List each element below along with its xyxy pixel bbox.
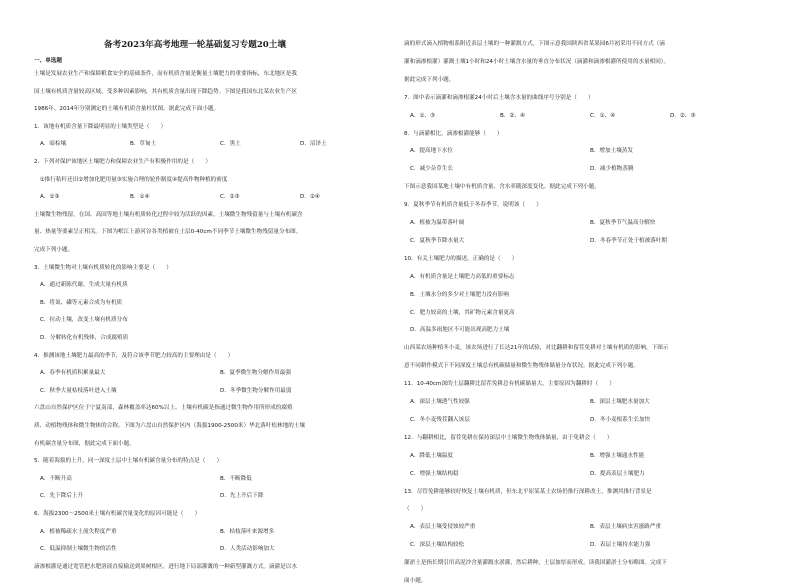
text-line: 12．与翻耕相比，留茬免耕在保持深层中土壤微生物残体储量，由于免耕会（ ） xyxy=(404,434,613,441)
answer-option: A．表层土壤受侵蚀较严重 xyxy=(410,524,476,531)
text-line: 滴的形式滴入植物根系附近表层土壤的一种灌溉方式。下图示意我国陕西省某果园6月初采用不同方式（滴 xyxy=(404,41,665,47)
answer-option: C．低温抑制土壤微生物的活性 xyxy=(40,546,117,553)
answer-option: B．①④ xyxy=(130,194,150,201)
text-line: 质、动植物残体和微生物体的合称。下图为六盘山自然保护区内（海拔1900-2500米）华北落叶松林地的土壤 xyxy=(34,423,306,429)
answer-option: C．肥力较高的土壤，其矿物元素含量更高 xyxy=(410,309,515,316)
text-line: 6．海拔2300～2500米土壤有机碳含量变化的原因可能是（ ） xyxy=(34,511,201,517)
text-line: 9．夏秋季节有机质含量低于冬春季节，说明该（ ） xyxy=(404,202,542,209)
answer-option: A．①③ xyxy=(40,194,60,201)
text-line: 灌淤土是指长期引用高泥沙含量灌溉水淤灌，然后耕种，土层加厚而形成。读我国灌淤土分布略图。完成下 xyxy=(404,560,667,567)
answer-option: D．冬春季节正处于植被落叶期 xyxy=(590,237,668,244)
answer-option: A．通过新陈代谢，生成大量有机质 xyxy=(40,282,128,289)
answer-option: D．表层土壤持水能力强 xyxy=(590,542,651,549)
answer-option: A．春季有机质积累量最大 xyxy=(40,370,106,377)
answer-option: D．减少植物蒸腾 xyxy=(590,166,634,173)
answer-option: D．人类活动影响加大 xyxy=(220,546,275,553)
answer-option: D．提高表层土壤肥力 xyxy=(590,470,645,477)
answer-option: C．秋季大量枯枝落叶进入土壤 xyxy=(40,387,117,394)
answer-option: D．②④ xyxy=(300,194,320,201)
answer-option: D．②、③ xyxy=(670,112,696,119)
answer-option: C．拉动土壤，改变土壤有机质分布 xyxy=(40,317,128,324)
answer-option: B．枯枝落叶来源增多 xyxy=(220,528,275,535)
answer-option: C．先下降后上升 xyxy=(40,493,84,500)
answer-option: B．土壤水分的多少对土壤肥力没有影响 xyxy=(410,291,509,298)
answer-option: C．冬小麦残茬翻入该层 xyxy=(410,416,470,423)
text-line: 面小题。 xyxy=(404,578,427,584)
text-line: 4．推测该地土壤肥力最高的季节，及符合该季节肥力较高的主要理由是（ ） xyxy=(34,352,234,359)
section-heading: 一、单选题 xyxy=(34,58,62,64)
text-line: 国土壤有机质含量较高区域，受多种因素影响，其有机质含量出现下降趋势。下图是我国东北某农业生产区 xyxy=(34,88,297,95)
answer-option: B．夏秋季节气温高分解快 xyxy=(590,220,656,226)
answer-option: A．①、③ xyxy=(410,112,436,119)
text-line: 完成下列小题。 xyxy=(34,247,74,253)
answer-option: B．②、④ xyxy=(500,112,526,119)
answer-option: C．夏秋季节降水量大 xyxy=(410,237,465,244)
text-line: 滴渗根灌是通过宽管把水肥溶液直接输送到果树根区，进行地下局部灌溉的一种新型灌溉方式。滴灌是以水 xyxy=(34,563,297,570)
text-line: 灌和滴渗根灌）灌溉土壤1小时和24小时土壤含水量的垂直分布状况（滴灌和滴渗根灌所使用的水量相同）。 xyxy=(404,58,670,65)
answer-option: C．深层土壤结构较松 xyxy=(410,542,465,549)
text-line: 量、热量等要素呈正相关。下图为岷江上游河谷各类植被在土层0-40cm不同季节土壤微生物残留量分布图。 xyxy=(34,229,302,236)
text-line: ①推行秸秆还田②增加化肥用量③实施合理的轮作制度④提高作物种植的密度 xyxy=(34,176,228,183)
answer-option: B．不断降低 xyxy=(220,475,252,482)
answer-option: B．增加土壤蒸发 xyxy=(590,148,633,155)
answer-option: A．深层土壤透气性较强 xyxy=(410,399,470,405)
answer-option: B．草甸土 xyxy=(130,141,157,148)
answer-option: A．降低土壤温度 xyxy=(410,452,453,459)
answer-option: C．黑土 xyxy=(220,141,241,148)
text-line: 2．下列对保护该地区土壤肥力和保障农业生产有积极作用的是（ ） xyxy=(34,159,211,165)
text-line: 3．土壤微生物对土壤有机质转化的影响主要是（ ） xyxy=(34,264,172,271)
text-line: 10．有关土壤肥力的描述，正确的是（ ） xyxy=(404,255,518,262)
answer-option: A．不断升高 xyxy=(40,475,72,482)
answer-option: B．夏季微生物分解作用最强 xyxy=(220,370,291,377)
answer-option: C．减少杂草生长 xyxy=(410,166,454,173)
text-line: （ ） xyxy=(404,506,427,513)
text-line: 下图示意我国某地土壤中有机质含量、含水率随深度变化。据此完成下列小题。 xyxy=(404,184,600,191)
text-line: 土壤是发展农业生产和保障粮食安全的基础条件，而有机质含量是衡量土壤肥力的重要指标，东北地区是我 xyxy=(34,71,297,77)
answer-option: B．表层土壤病虫害滋路严重 xyxy=(590,524,661,531)
answer-option: C．②③ xyxy=(220,194,240,201)
answer-option: D．沼泽土 xyxy=(300,141,327,148)
answer-option: D．高温多雨地区不可能出现高肥力土壤 xyxy=(410,327,510,334)
answer-option: A．有机质含量是土壤肥力高低的重要标志 xyxy=(410,273,515,280)
answer-option: B．将氮、磷等元素合成为有机质 xyxy=(40,299,123,306)
answer-option: C．①、④ xyxy=(590,112,616,119)
text-line: 山西某农场种植冬小麦，该农场进行了长达21年的试验，对比翻耕和留茬免耕对土壤有机质的影响。下图示 xyxy=(404,345,669,352)
answer-option: D．冬季微生物分解作用最弱 xyxy=(220,387,292,394)
text-line: 意不同耕作模式下不同深度土壤总有机碳储量和微生物残体储量分布状况。据此完成下列小题。 xyxy=(404,363,639,370)
text-line: 5．随着海拔的上升，同一深度土层中土壤有机碳含量分布的特点是（ ） xyxy=(34,458,223,465)
text-line: 13．尽管免耕能够较好恢复土壤有机质，但东北平原某某土农场仍推行深耕改土，推测其推行背景是 xyxy=(404,488,652,495)
text-line: 11．10-40cm深的土层翻耕比留茬免耕总有机碳储量大，主要原因为翻耕时（ ） xyxy=(404,381,615,388)
answer-option: D．分解转化有机残体，合成腐殖质 xyxy=(40,335,129,341)
answer-option: B．增强土壤通水性能 xyxy=(590,452,645,459)
text-line: 六盘山自然保护区位于宁夏南部，森林覆盖率达60%以上。土壤有机碳是指通过微生物作用所形成的腐殖 xyxy=(34,405,293,412)
text-line: 7．图中表示滴灌和滴渗根灌24小时后土壤含水量的曲线序号分别是（ ） xyxy=(404,94,594,101)
text-line: 有机碳含量分布图，据此完成下面小题。 xyxy=(34,440,135,447)
answer-option: D．冬小麦根系生长加快 xyxy=(590,416,651,423)
text-line: 据此完成下列小题。 xyxy=(404,76,455,83)
answer-option: A．提高地下水位 xyxy=(410,148,453,155)
answer-option: A．植被稀疏水土流失程度严重 xyxy=(40,528,117,535)
answer-option: B．深层土壤肥水量加大 xyxy=(590,399,650,405)
text-line: 1986年、2014年分别测定的土壤有机质含量柱状图。据此完成下面小题。 xyxy=(34,106,220,113)
text-line: 1．该地有机质含量下降最明显的土壤类型是（ ） xyxy=(34,123,167,130)
page-title: 备考2023年高考地理一轮基础复习专题20土壤 xyxy=(104,40,286,50)
text-line: 8．与滴灌相比，滴渗根灌能够（ ） xyxy=(404,130,503,137)
answer-option: C．增强土壤结构稳 xyxy=(410,470,459,477)
text-line: 土壤微生物残留，在国、高国等地土壤有机质转化过程中较为活跃的因素，土壤微生物残留量与土壤有机碳含 xyxy=(34,211,303,218)
answer-option: A．植被为温带落叶阔 xyxy=(410,220,465,226)
answer-option: A．暗棕壤 xyxy=(40,141,67,148)
answer-option: D．先上升后下降 xyxy=(220,493,264,500)
